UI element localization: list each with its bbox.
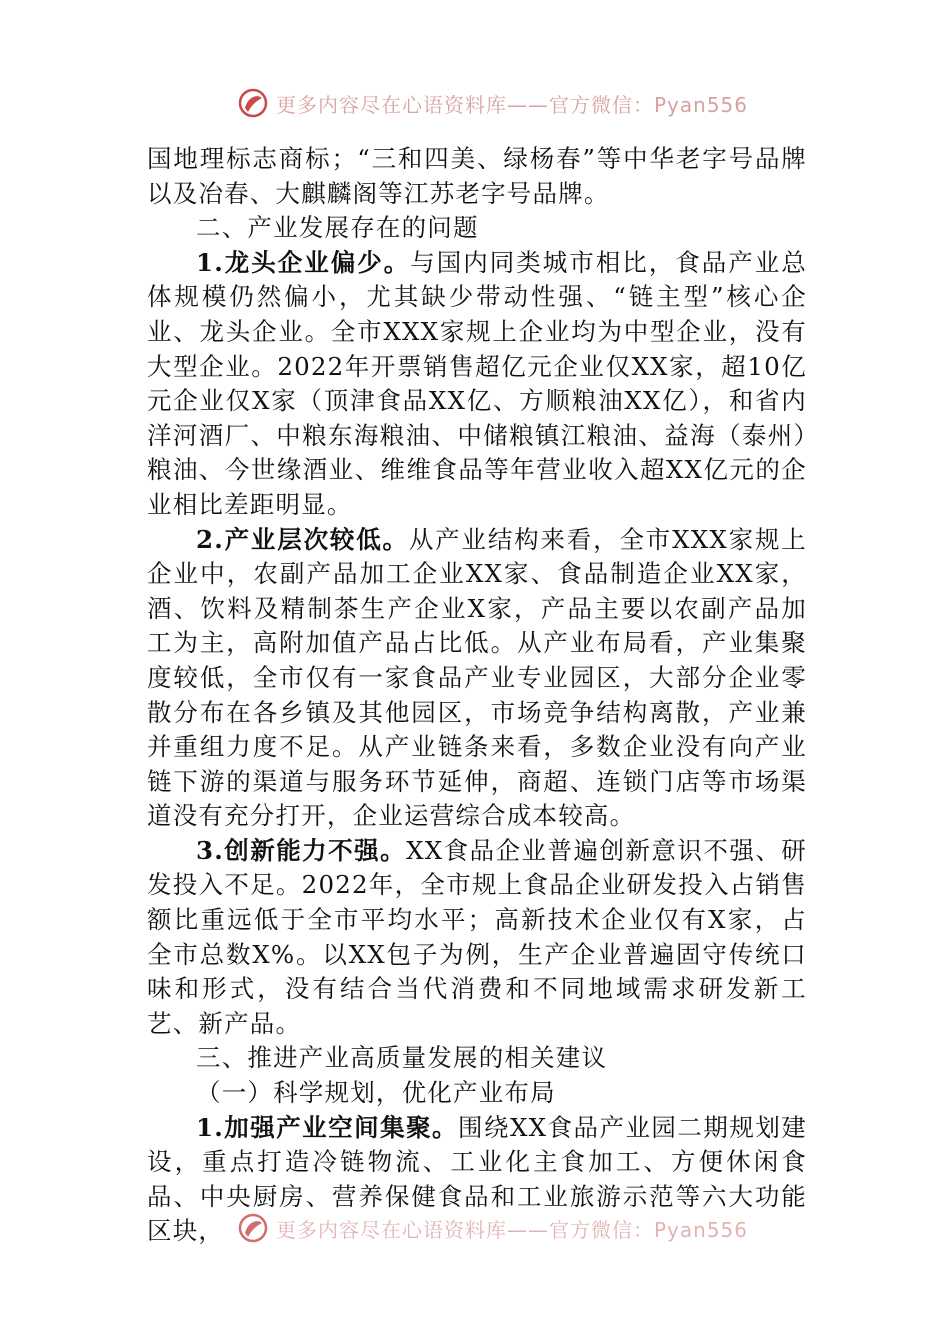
paragraph-lead: 1.龙头企业偏少。 (196, 247, 411, 277)
logo-icon (236, 1211, 270, 1245)
paragraph-lead: 3.创新能力不强。 (196, 835, 407, 865)
paragraph-suggestion-1: 1.加强产业空间集聚。围绕XX食品产业园二期规划建设，重点打造冷链物流、工业化主食加工、方便休闲食品、中央厨房、营养保健食品和工业旅游示范等六大功能区块， (147, 1112, 808, 1246)
paragraph-issue-2: 2.产业层次较低。从产业结构来看，全市XXX家规上企业中，农副产品加工企业XX家、食品制造企业XX家，酒、饮料及精制茶生产企业X家，产品主要以农副产品加工为主，高附加值产品占比低。从产业布局看，产业集聚度较低，全市仅有一家食品产业专业园区，大部分企业零散分布在各乡镇及其他园区，市场竞争结构离散，产业兼并重组力度不足。从产业链条来看，多数企业没有向产业链下游的渠道与服务环节延伸，商超、连锁门店等市场渠道没有充分打开，企业运营综合成本较高。 (147, 524, 807, 831)
section-heading-3: 三、推进产业高质量发展的相关建议 (196, 1043, 608, 1073)
watermark-header (236, 86, 748, 120)
document-body (147, 142, 807, 1249)
paragraph-lead: 1.加强产业空间集聚。 (196, 1112, 459, 1142)
section-heading-2: 二、产业发展存在的问题 (196, 213, 479, 243)
watermark-footer (236, 1211, 748, 1245)
paragraph-continuation: 国地理标志商标；“三和四美、绿杨春”等中华老字号品牌以及冶春、大麒麟阁等江苏老字号品牌。 (147, 144, 807, 208)
watermark-text: 更多内容尽在心语资料库——官方微信：Pyan556 (276, 1217, 749, 1242)
paragraph-issue-3: 3.创新能力不强。XX食品企业普遍创新意识不强、研发投入不足。2022年，全市规上食品企业研发投入占销售额比重远低于全市平均水平；高新技术企业仅有X家，占全市总数X%。以XX包子为例，生产企业普遍固守传统口味和形式，没有结合当代消费和不同地域需求研发新工艺、新产品。 (147, 835, 807, 1038)
logo-icon (236, 86, 270, 120)
subsection-heading-1: （一）科学规划，优化产业布局 (196, 1078, 556, 1108)
watermark-text: 更多内容尽在心语资料库——官方微信：Pyan556 (276, 92, 749, 117)
paragraph-lead: 2.产业层次较低。 (196, 524, 409, 554)
paragraph-issue-1: 1.龙头企业偏少。与国内同类城市相比，食品产业总体规模仍然偏小，尤其缺少带动性强、“链主型”核心企业、龙头企业。全市XXX家规上企业均为中型企业，没有大型企业。2022年开票销售超亿元企业仅XX家，超10亿元企业仅X家（顶津食品XX亿、方顺粮油XX亿），和省内洋河酒厂、中粮东海粮油、中储粮镇江粮油、益海（泰州）粮油、今世缘酒业、维维食品等年营业收入超XX亿元的企业相比差距明显。 (147, 247, 807, 519)
